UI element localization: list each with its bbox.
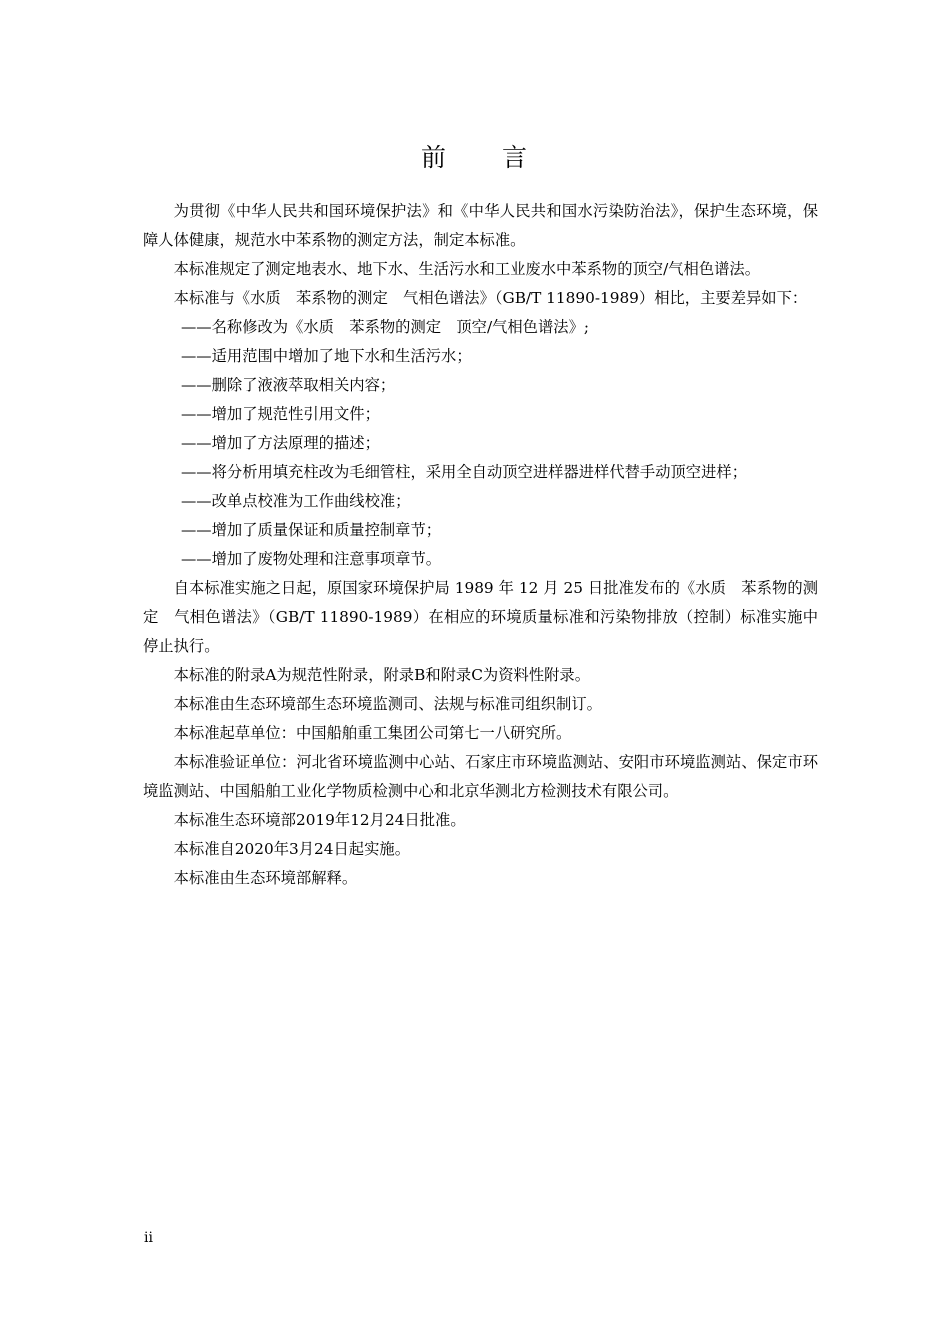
intro-paragraph-purpose: 为贯彻《中华人民共和国环境保护法》和《中华人民共和国水污染防治法》，保护生态环境，保障人体健康，规范水中苯系物的测定方法，制定本标准。 bbox=[143, 202, 818, 249]
page-number: ii bbox=[144, 1230, 153, 1246]
list-item: ——增加了规范性引用文件； bbox=[181, 405, 380, 423]
changes-list bbox=[143, 313, 818, 574]
closing-paragraph-annex: 本标准的附录A为规范性附录，附录B和附录C为资料性附录。 bbox=[173, 666, 591, 684]
list-item: ——增加了废物处理和注意事项章节。 bbox=[181, 550, 442, 568]
list-item: ——增加了方法原理的描述； bbox=[181, 434, 380, 452]
closing-paragraph-verifier: 本标准验证单位：河北省环境监测中心站、石家庄市环境监测站、安阳市环境监测站、保定市环境监测站、中国船舶工业化学物质检测中心和北京华测北方检测技术有限公司。 bbox=[143, 753, 818, 800]
document-body bbox=[143, 197, 818, 893]
intro-paragraph-scope: 本标准规定了测定地表水、地下水、生活污水和工业废水中苯系物的顶空/气相色谱法。 bbox=[173, 260, 761, 278]
closing-paragraph-approval: 本标准生态环境部2019年12月24日批准。 bbox=[173, 811, 466, 829]
closing-paragraph-interpretation: 本标准由生态环境部解释。 bbox=[173, 869, 358, 887]
closing-paragraph-effective: 本标准自2020年3月24日起实施。 bbox=[173, 840, 410, 858]
list-item: ——将分析用填充柱改为毛细管柱，采用全自动顶空进样器进样代替手动顶空进样； bbox=[181, 463, 747, 481]
closing-paragraph-drafter: 本标准起草单位：中国船舶重工集团公司第七一八研究所。 bbox=[173, 724, 572, 742]
closing-paragraph-organizer: 本标准由生态环境部生态环境监测司、法规与标准司组织制订。 bbox=[173, 695, 602, 713]
closing-paragraph-supersede: 自本标准实施之日起，原国家环境保护局 1989 年 12 月 25 日批准发布的《水质 苯系物的测定 气相色谱法》（GB/T 11890-1989）在相应的环境质量标准和污染物排放（控制）标准实施中停止执行。 bbox=[143, 579, 818, 655]
list-item: ——适用范围中增加了地下水和生活污水； bbox=[181, 347, 472, 365]
page-title: 前 言 bbox=[420, 143, 529, 172]
list-item: ——改单点校准为工作曲线校准； bbox=[181, 492, 411, 510]
list-item: ——名称修改为《水质 苯系物的测定 顶空/气相色谱法》; bbox=[181, 318, 590, 336]
list-item: ——增加了质量保证和质量控制章节； bbox=[181, 521, 442, 539]
list-item: ——删除了液液萃取相关内容； bbox=[181, 376, 396, 394]
intro-paragraph-differences: 本标准与《水质 苯系物的测定 气相色谱法》（GB/T 11890-1989）相比，主要差异如下： bbox=[173, 289, 808, 307]
